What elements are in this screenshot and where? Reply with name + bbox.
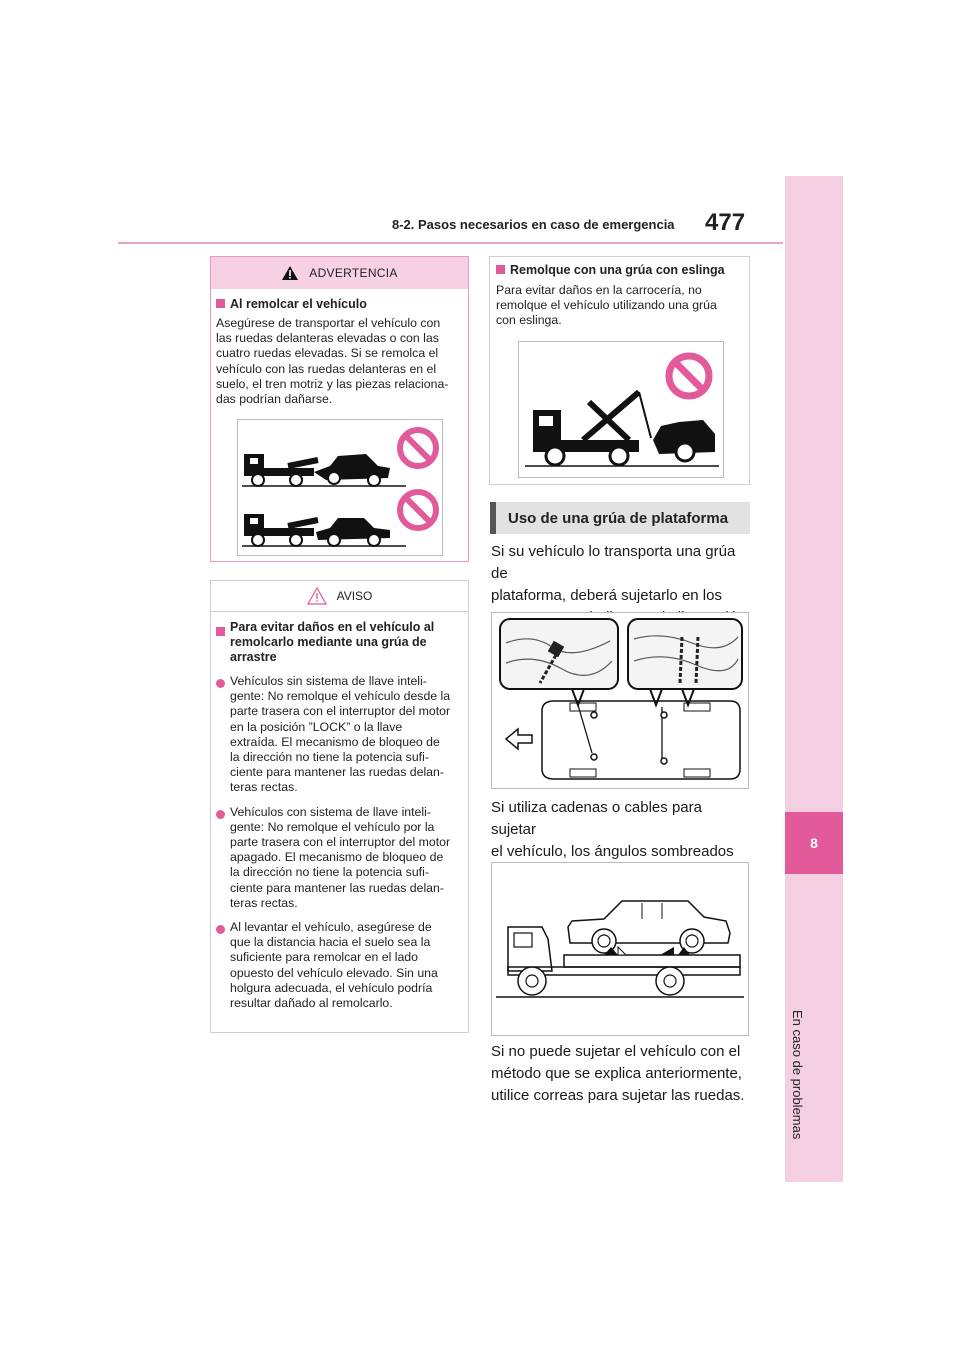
notice-bullet-item: Vehículos sin sistema de llave inteli- gente: No remolque el vehículo desde la parte trasera con el interruptor del motor en la posición ”LOCK” o la llave extraída. El mecanismo de bloqueo de la dirección no tiene la potencia sufi- ciente para mantener las ruedas delan- teras rectas. — [216, 674, 460, 796]
car-on-flatbed — [568, 901, 730, 953]
notice-bullet-item: Al levantar el vehículo, asegúrese de que la distancia hacia el suelo sea la suficiente para remolcar en el lado opuesto del vehículo elevado. Sin una holgura adecuada, el vehículo podría resultar dañado al remolcarlo. — [216, 920, 460, 1011]
tow-truck-rear-lifted — [242, 514, 406, 546]
flatbed-paragraph-1: Si su vehículo lo transporta una grúa de plataforma, deberá sujetarlo en los — [491, 543, 736, 604]
warning-header — [211, 257, 468, 289]
tow-truck-front-lifted — [242, 454, 406, 486]
notice-subheading: Para evitar daños en el vehículo al remolcarlo mediante una grúa de arrastre — [216, 620, 460, 665]
warning-text: Asegúrese de transportar el vehículo con las ruedas delanteras elevadas o con las cuatro ruedas elevadas. Si se remolca el vehículo con las ruedas delanteras en el suelo, el tren motriz y las piezas relaciona- das podrían dañarse. — [216, 316, 449, 407]
square-bullet-icon — [216, 627, 225, 636]
car-outline-top-view — [542, 701, 740, 779]
warning-triangle-icon — [281, 265, 299, 281]
sling-truck-drawing — [519, 342, 723, 477]
front-tie-down-detail — [500, 619, 618, 705]
notice-bullet-item: Vehículos con sistema de llave inteli- gente: No remolque el vehículo por la parte trasera con el interruptor del motor apagado. El mecanismo de bloqueo de la dirección no tiene la potencia sufi- ciente para mantener las ruedas delan- teras rectas. — [216, 805, 460, 911]
sling-tow-box — [489, 256, 750, 485]
flatbed-truck-drawing — [492, 863, 748, 1035]
sling-tow-truck — [525, 392, 719, 466]
towing-prohibited-illustration — [237, 419, 443, 556]
round-bullet-icon — [216, 810, 225, 819]
caution-triangle-icon — [307, 587, 327, 605]
notice-title: AVISO — [336, 589, 373, 603]
notice-box — [210, 580, 469, 1033]
warning-title: ADVERTENCIA — [309, 266, 398, 280]
prohibited-icon — [669, 356, 709, 396]
chapter-number-badge — [785, 812, 843, 874]
tie-down-angle-markers — [604, 947, 690, 955]
tie-down-points-illustration — [491, 612, 749, 789]
chapter-label: En caso de problemas — [790, 1010, 805, 1140]
sling-subheading: Remolque con una grúa con eslinga — [496, 263, 743, 278]
rear-tie-down-detail — [628, 619, 742, 705]
warning-subheading: Al remolcar el vehículo — [216, 297, 462, 312]
forward-arrow-icon — [506, 729, 532, 749]
tow-truck-drawing — [238, 420, 442, 555]
square-bullet-icon — [496, 265, 505, 274]
square-bullet-icon — [216, 299, 225, 308]
flatbed-paragraph-2: Si utiliza cadenas o cables para sujetar el vehículo, los ángulos sombreados — [491, 799, 734, 860]
flatbed-truck-illustration — [491, 862, 749, 1036]
prohibited-icon — [400, 430, 436, 466]
sling-tow-illustration — [518, 341, 724, 478]
sling-text: Para evitar daños en la carrocería, no remolque el vehículo utilizando una grúa con eslinga. — [496, 283, 717, 328]
chapter-number: 8 — [810, 835, 818, 851]
page-number: 477 — [705, 209, 746, 236]
flatbed-paragraph-3: Si no puede sujetar el vehículo con el método que se explica anteriormente, utilice correas para sujetar las ruedas. — [491, 1043, 745, 1104]
flatbed-section-heading: Uso de una grúa de plataforma — [490, 502, 750, 534]
round-bullet-icon — [216, 679, 225, 688]
prohibited-icon — [400, 492, 436, 528]
header-rule — [118, 242, 783, 244]
warning-box — [210, 256, 469, 562]
round-bullet-icon — [216, 925, 225, 934]
section-title: 8-2. Pasos necesarios en caso de emergencia — [392, 217, 675, 232]
tie-down-drawing — [492, 613, 748, 788]
notice-header — [211, 581, 468, 612]
heading-bar — [490, 502, 496, 534]
